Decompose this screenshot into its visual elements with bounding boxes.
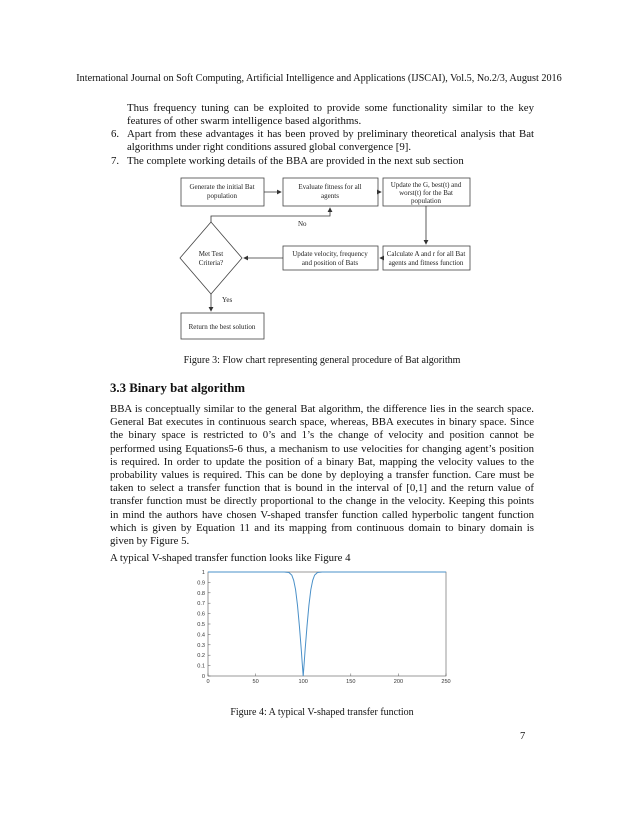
generate-line-2: population <box>207 192 237 200</box>
figure-4-intro: A typical V-shaped transfer function looks like Figure 4 <box>110 552 351 564</box>
calculate-line-2: agents and fitness function <box>388 259 464 267</box>
list-item-text: Apart from these advantages it has been proved by preliminary theoretical analysis that Bat algorithms under right conditions assured global convergence [9]. <box>127 128 534 154</box>
y-tick-label: 0.8 <box>197 590 205 597</box>
plot-frame <box>208 572 446 676</box>
list-item-number: 6. <box>111 128 120 140</box>
series-line <box>208 572 446 676</box>
y-tick-label: 0.7 <box>197 601 205 608</box>
figure-3-caption: Figure 3: Flow chart representing general procedure of Bat algorithm <box>183 355 461 366</box>
decision-line-1: Met Test <box>198 250 224 258</box>
y-tick-label: 0.2 <box>197 653 205 660</box>
body-paragraph: BBA is conceptually similar to the general Bat algorithm, the difference lies in the search space. General Bat executes in continuous search space, whereas, BBA executes in binary space. Since the binary space is restricted to 0’s and 1’s the change of velocity and position cannot be performed using Equations5-6 thus, a mechanism to use velocities for changing agent’s position is required. In order to update the position of a binary Bat, mapping the velocity values to the probability values is required. This can be done by deploying a transfer function. Care must be taken to select a transfer function that is bound in the interval of [0,1] and the return value of transfer function must be directly proportional to the change in the velocity. Keeping this points in mind the authors have chosen V-shaped transfer function called hyperbolic tangent function which is given by Equation 11 and its mapping from continuous domain to binary domain is given by Figure 5. <box>110 403 534 548</box>
update-vel-line-2: and position of Bats <box>301 259 359 267</box>
result-text: Return the best solution <box>188 323 256 331</box>
y-tick-label: 0.9 <box>197 580 205 587</box>
update-g-line-1: Update the G, best(t) and <box>390 181 462 189</box>
y-tick-label: 0 <box>201 674 205 680</box>
v-shaped-chart <box>190 566 460 688</box>
list-item-text: The complete working details of the BBA are provided in the next sub section <box>127 155 464 167</box>
y-tick-label: 0.5 <box>197 622 205 628</box>
flowchart <box>0 0 638 350</box>
evaluate-line-1: Evaluate fitness for all <box>298 183 362 191</box>
x-tick-label: 250 <box>441 679 451 685</box>
decision-line-2: Criteria? <box>198 259 224 267</box>
page-number: 7 <box>520 731 526 742</box>
yes-label: Yes <box>222 296 233 304</box>
figure-4-caption: Figure 4: A typical V-shaped transfer function <box>230 707 414 718</box>
y-tick-label: 0.4 <box>197 632 205 639</box>
x-tick-label: 150 <box>346 679 356 685</box>
update-g-line-2: worst(t) for the Bat <box>399 189 453 197</box>
x-tick-label: 200 <box>393 679 404 685</box>
arrow-no-loop <box>211 208 330 222</box>
x-tick-label: 100 <box>298 679 308 685</box>
update-g-line-3: population <box>411 197 441 205</box>
evaluate-line-2: agents <box>321 192 339 200</box>
y-tick-label: 0.6 <box>197 611 205 618</box>
update-vel-line-1: Update velocity, frequency <box>292 250 368 258</box>
y-tick-label: 0.3 <box>197 642 205 649</box>
test-criteria-diamond <box>180 222 242 294</box>
calculate-line-1: Calculate A and r for all Bat <box>386 250 466 258</box>
y-tick-label: 0.1 <box>197 663 205 670</box>
x-tick-label: 50 <box>252 679 259 685</box>
x-tick-label: 0 <box>206 679 210 685</box>
generate-line-1: Generate the initial Bat <box>189 183 255 191</box>
journal-header: International Journal on Soft Computing, Artificial Intelligence and Applications (IJSCAI), Vol.5, No.2/3, August 2016 <box>76 73 562 84</box>
no-label: No <box>298 220 307 228</box>
continuation-paragraph: Thus frequency tuning can be exploited to provide some functionality similar to the key features of other swarm intelligence based algorithms. <box>127 102 534 128</box>
section-title: 3.3 Binary bat algorithm <box>110 381 246 395</box>
list-item-number: 7. <box>111 155 120 167</box>
y-tick-label: 1 <box>201 570 205 576</box>
